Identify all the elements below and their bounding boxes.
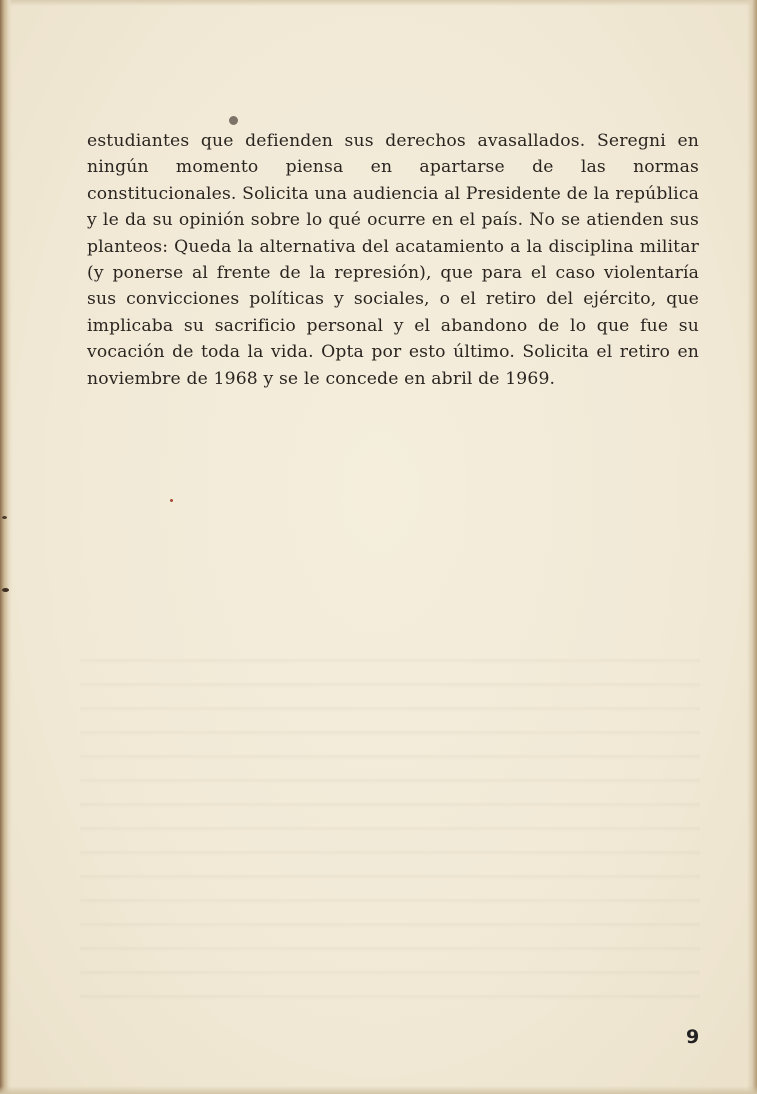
paper-speck bbox=[2, 588, 9, 592]
page-bottom-edge bbox=[0, 1086, 757, 1094]
page-top-edge bbox=[0, 0, 757, 6]
paper-speck bbox=[170, 499, 173, 502]
paper-speck bbox=[229, 116, 238, 125]
page-number: 9 bbox=[686, 1026, 700, 1048]
body-paragraph: estudiantes que defienden sus derechos avasallados. Seregni en ningún momento piensa en apartarse de las normas constitucionales. Solicita una audiencia al Presidente de la república y le da su opinión sobre lo qué ocurre en el país. No se atienden sus planteos: Queda la alternativa del acatamiento a la disciplina militar (y ponerse al frente de la represión), que para el caso violentaría sus convicciones políticas y sociales, o el retiro del ejército, que implicaba su sacrificio personal y el abandono de lo que fue su vocación de toda la vida. Opta por esto último. Solicita el retiro en noviembre de 1968 y se le concede en abril de 1969. bbox=[87, 131, 699, 389]
reverse-side-bleed-through bbox=[80, 640, 700, 1010]
page-right-edge bbox=[747, 0, 757, 1094]
paper-speck bbox=[2, 516, 7, 519]
book-binding-edge bbox=[0, 0, 12, 1094]
